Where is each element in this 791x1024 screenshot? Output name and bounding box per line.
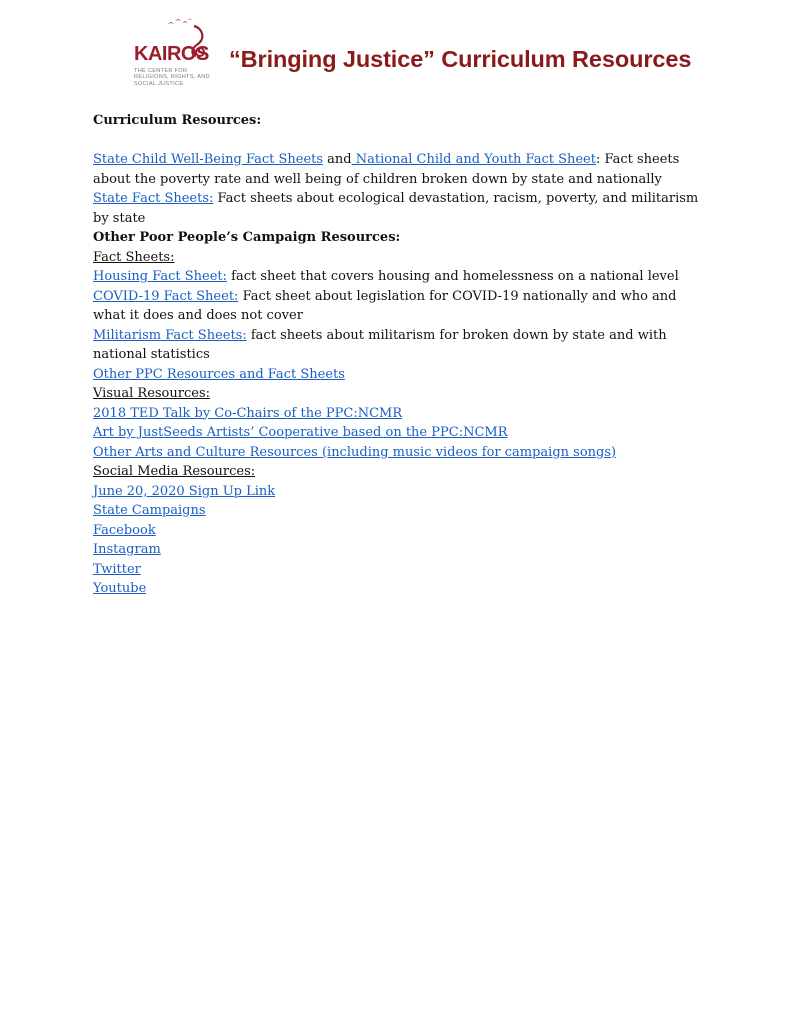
signup-item <box>93 482 713 502</box>
housing-description: fact sheet that covers housing and homelessness on a national level <box>227 269 679 284</box>
other-ppc-item <box>93 365 713 385</box>
arts-culture-resources-link[interactable]: Other Arts and Culture Resources (including music videos for campaign songs) <box>93 444 617 460</box>
state-child-well-being-link[interactable]: State Child Well-Being Fact Sheets <box>93 152 324 167</box>
covid-item <box>93 287 713 326</box>
housing-fact-sheet-link[interactable]: Housing Fact Sheet: <box>93 269 227 284</box>
logo-subtitle: THE CENTER FOR RELIGIONS, RIGHTS, AND SOCIAL JUSTICE <box>134 68 210 87</box>
conjunction-text: and <box>323 152 352 167</box>
kairos-logo <box>128 18 212 90</box>
curriculum-item-2-description: Fact sheets about ecological devastation, racism, poverty, and militarism by state <box>93 191 699 226</box>
twitter-item <box>93 560 713 580</box>
signup-link[interactable]: June 20, 2020 Sign Up Link <box>93 483 276 499</box>
logo-wordmark: KAIROS <box>134 43 209 65</box>
covid-fact-sheet-link[interactable]: COVID-19 Fact Sheet: <box>93 288 239 304</box>
curriculum-item-2 <box>93 189 713 228</box>
social-media-label: Social Media Resources: <box>93 464 256 479</box>
document-body <box>93 111 713 599</box>
other-resources-heading: Other Poor People’s Campaign Resources: <box>93 230 401 245</box>
curriculum-item-1-description: : Fact sheets about the poverty rate and well being of children broken down by state and nationally <box>93 152 680 187</box>
facebook-link[interactable]: Facebook <box>93 522 156 538</box>
youtube-item <box>93 579 713 599</box>
state-fact-sheets-link[interactable]: State Fact Sheets: <box>93 191 214 206</box>
curriculum-item-1 <box>93 150 713 189</box>
ted-item <box>93 404 713 424</box>
justseeds-art-link[interactable]: Art by JustSeeds Artists’ Cooperative based on the PPC:NCMR <box>93 425 508 440</box>
art-item <box>93 423 713 443</box>
other-ppc-resources-link[interactable]: Other PPC Resources and Fact Sheets <box>93 366 345 382</box>
ted-talk-link[interactable]: 2018 TED Talk by Co-Chairs of the PPC:NCMR <box>93 405 403 421</box>
curriculum-heading: Curriculum Resources: <box>93 113 262 128</box>
militarism-fact-sheets-link[interactable]: Militarism Fact Sheets: <box>93 327 247 343</box>
militarism-description: fact sheets about militarism for broken down by state and with national statistics <box>93 327 667 362</box>
youtube-link[interactable]: Youtube <box>93 581 147 596</box>
facebook-item <box>93 521 713 541</box>
militarism-item <box>93 326 713 365</box>
instagram-link[interactable]: Instagram <box>93 542 161 557</box>
instagram-item <box>93 540 713 560</box>
fact-sheets-label: Fact Sheets: <box>93 249 175 265</box>
visual-resources-label: Visual Resources: <box>93 386 210 401</box>
covid-description: Fact sheet about legislation for COVID-19 nationally and who and what it does and does not cover <box>93 288 677 323</box>
arts-culture-item <box>93 443 713 463</box>
state-campaigns-link[interactable]: State Campaigns <box>93 503 206 518</box>
national-child-youth-link[interactable]: National Child and Youth Fact Sheet <box>351 152 596 167</box>
housing-item <box>93 267 713 287</box>
state-campaigns-item <box>93 501 713 521</box>
twitter-link[interactable]: Twitter <box>93 561 141 577</box>
page-title: “Bringing Justice” Curriculum Resources <box>229 46 692 72</box>
